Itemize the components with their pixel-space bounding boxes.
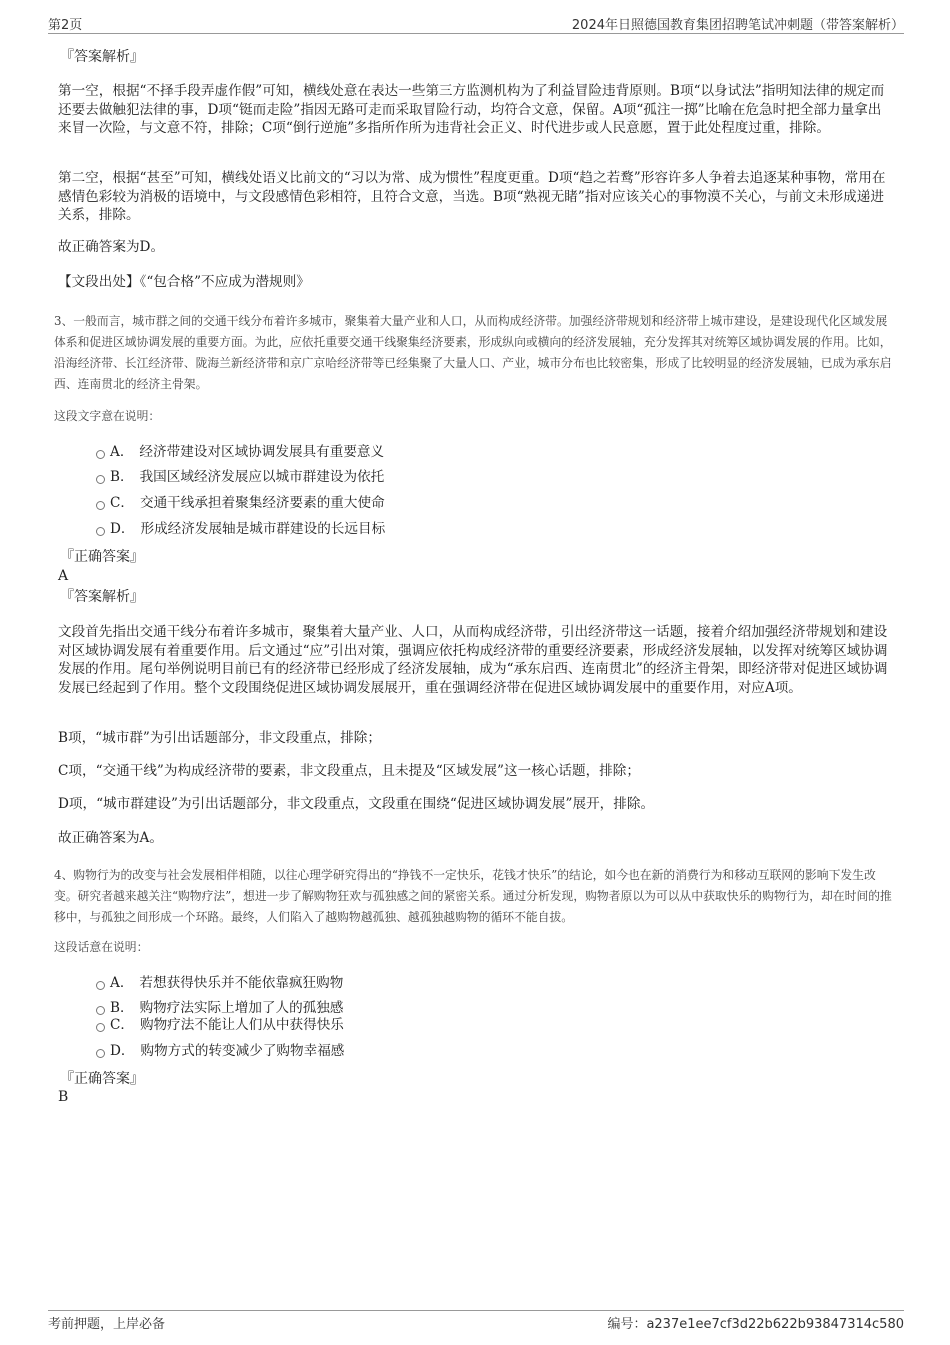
- correct-answer-label: 『正确答案』: [60, 549, 144, 565]
- footer-slogan: 考前押题，上岸必备: [48, 1317, 166, 1332]
- analysis-label: 『答案解析』: [60, 589, 144, 605]
- option-d[interactable]: D． 形成经济发展轴是城市群建设的长远目标: [96, 519, 385, 539]
- analysis-paragraph: C项，“交通干线”为构成经济带的要素，非文段重点，且未提及“区域发展”这一核心话题，排除；: [58, 763, 640, 779]
- header-divider: [48, 33, 904, 34]
- option-c[interactable]: C． 购物疗法不能让人们从中获得快乐: [96, 1015, 344, 1035]
- page-footer: [48, 1313, 904, 1333]
- document-code: 编号：a237e1ee7cf3d22b622b93847314c580: [607, 1317, 904, 1332]
- radio-icon[interactable]: [96, 527, 105, 536]
- option-d[interactable]: D． 购物方式的转变减少了购物幸福感: [96, 1041, 344, 1061]
- radio-icon[interactable]: [96, 501, 105, 510]
- analysis-conclusion: 故正确答案为A。: [58, 830, 163, 846]
- correct-answer-label: 『正确答案』: [60, 1071, 144, 1087]
- passage-source: 【文段出处】《“包合格”不应成为潜规则》: [58, 274, 310, 290]
- analysis-paragraph: B项，“城市群”为引出话题部分，非文段重点，排除；: [58, 730, 381, 746]
- option-a[interactable]: A． 若想获得快乐并不能依靠疯狂购物: [96, 973, 343, 993]
- radio-icon[interactable]: [96, 1049, 105, 1058]
- radio-icon[interactable]: [96, 1023, 105, 1032]
- analysis-label: 『答案解析』: [60, 49, 144, 65]
- option-a[interactable]: A． 经济带建设对区域协调发展具有重要意义: [96, 442, 384, 462]
- correct-answer-value: A: [58, 568, 69, 584]
- question-stem: 3、一般而言，城市群之间的交通干线分布着许多城市，聚集着大量产业和人口，从而构成经济带。加强经济带规划和经济带上城市建设，是建设现代化区域发展体系和促进区域协调发展的重要方面。为此，应依托重要交通干线聚集经济要素，形成纵向或横向的经济发展轴，充分发挥其对统筹区域协调发展的作用。比如，沿海经济带、长江经济带、陇海兰新经济带和京广京哈经济带等已经集聚了大量人口、产业，城市分布也比较密集，形成了比较明显的经济发展轴，已成为承东启西、连南贯北的经济主骨架。: [54, 314, 892, 391]
- analysis-paragraph: 文段首先指出交通干线分布着许多城市，聚集着大量产业、人口，从而构成经济带，引出经济带这一话题，接着介绍加强经济带规划和建设对区域协调发展有着重要作用。后文通过“应”引出对策，强调应依托构成经济带的重要经济要素，形成经济发展轴，以发挥对统筹区域协调发展的作用。尾句举例说明目前已有的经济带已经形成了经济发展轴，成为“承东启西、连南贯北”的经济主骨架，即经济带对促进区域协调发展已经起到了作用。整个文段围绕促进区域协调发展展开，重在强调经济带在促进区域协调发展中的重要作用，对应A项。: [58, 624, 888, 696]
- page-number: 第2页: [48, 18, 83, 33]
- analysis-paragraph: 第一空，根据“不择手段弄虚作假”可知，横线处意在表达一些第三方监测机构为了利益冒险违背原则。B项“以身试法”指明知法律的规定而还要去做触犯法律的事，D项“铤而走险”指因无路可走而采取冒险行动，均符合文意，保留。A项“孤注一掷”比喻在危急时把全部力量拿出来冒一次险，与文意不符，排除；C项“倒行逆施”多指所作所为违背社会正义、时代进步或人民意愿，置于此处程度过重，排除。: [58, 83, 885, 137]
- analysis-conclusion: 故正确答案为D。: [58, 239, 165, 255]
- option-c[interactable]: C． 交通干线承担着聚集经济要素的重大使命: [96, 493, 385, 513]
- option-b[interactable]: B． 我国区域经济发展应以城市群建设为依托: [96, 467, 384, 487]
- question-prompt: 这段文字意在说明：: [54, 409, 161, 423]
- question-prompt: 这段话意在说明：: [54, 940, 149, 954]
- analysis-paragraph: 第二空，根据“甚至”可知，横线处语义比前文的“习以为常、成为惯性”程度更重。D项“趋之若鹜”形容许多人争着去追逐某种事物，常用在感情色彩较为消极的语境中，与文段感情色彩相符，且符合文意，当选。B项“熟视无睹”指对应该关心的事物漠不关心，与前文未形成递进关系，排除。: [58, 170, 886, 224]
- radio-icon[interactable]: [96, 981, 105, 990]
- option-b[interactable]: B． 购物疗法实际上增加了人的孤独感: [96, 998, 344, 1018]
- question-stem: 4、购物行为的改变与社会发展相伴相随，以往心理学研究得出的“挣钱不一定快乐，花钱才快乐”的结论，如今也在新的消费行为和移动互联网的影响下发生改变。研究者越来越关注“购物疗法”，想进一步了解购物狂欢与孤独感之间的紧密关系。通过分析发现，购物者原以为可以从中获取快乐的购物行为，却在时间的推移中，与孤独之间形成一个环路。最终，人们陷入了越购物越孤独、越孤独越购物的循环不能自拔。: [54, 868, 892, 924]
- document-title: 2024年日照德国教育集团招聘笔试冲刺题（带答案解析）: [571, 18, 904, 33]
- footer-divider: [48, 1310, 904, 1311]
- page-header: [48, 14, 904, 34]
- analysis-paragraph: D项，“城市群建设”为引出话题部分，非文段重点，文段重在围绕“促进区域协调发展”展开，排除。: [58, 796, 655, 812]
- radio-icon[interactable]: [96, 475, 105, 484]
- correct-answer-value: B: [58, 1089, 69, 1105]
- radio-icon[interactable]: [96, 450, 105, 459]
- radio-icon[interactable]: [96, 1006, 105, 1015]
